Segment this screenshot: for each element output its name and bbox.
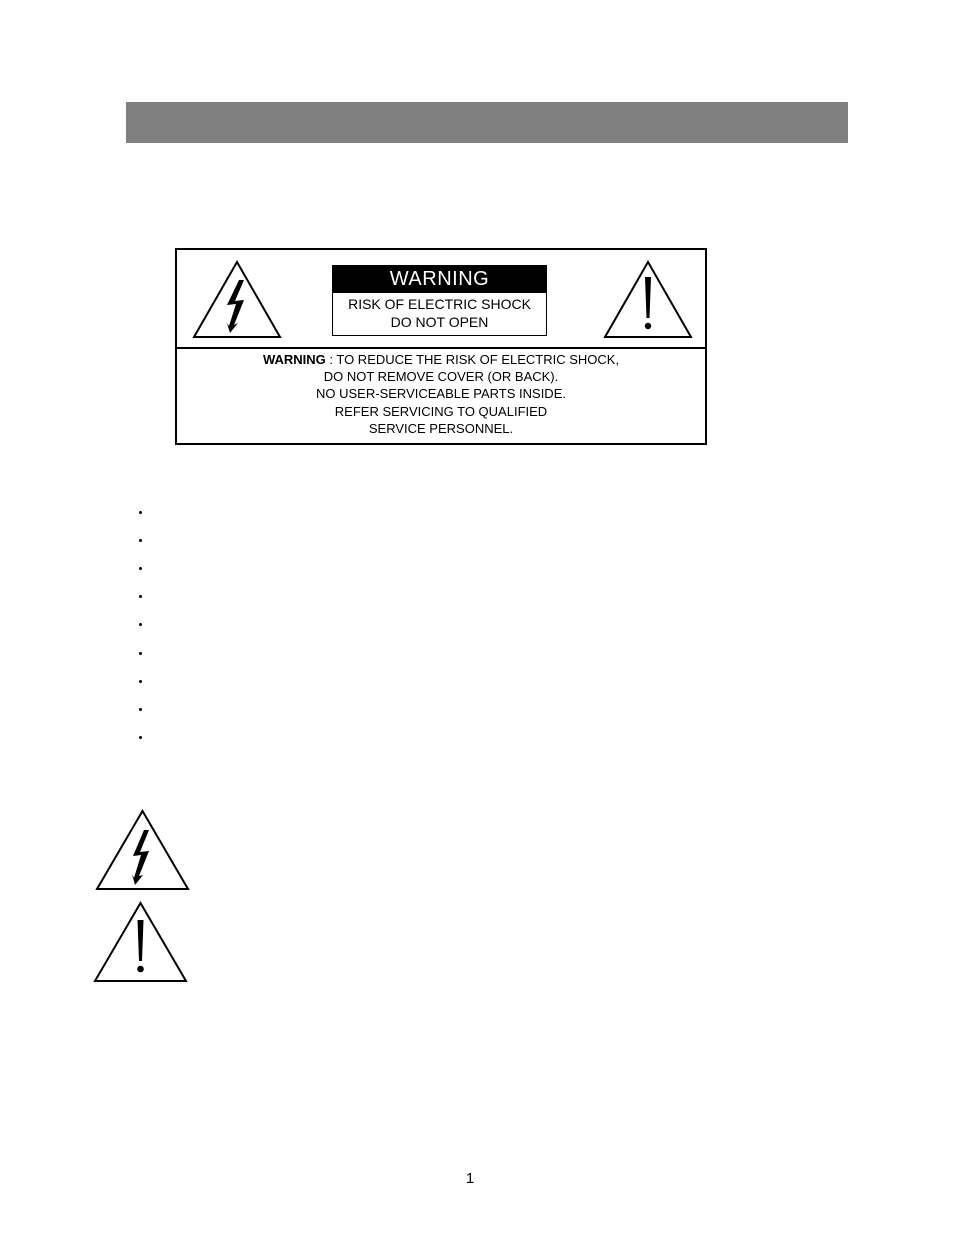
- bullet-dot-icon: [139, 736, 142, 739]
- list-item: [139, 554, 142, 582]
- warning-label-title: WARNING: [333, 266, 546, 293]
- bullet-dot-icon: [139, 680, 142, 683]
- bullet-dot-icon: [139, 708, 142, 711]
- warning-notice-line-1: [177, 351, 705, 368]
- exclamation-warning-icon: [602, 260, 694, 340]
- warning-label-box: [175, 248, 707, 445]
- warning-notice-line-2: DO NOT REMOVE COVER (OR BACK).: [323, 369, 559, 385]
- lightning-warning-icon: [191, 260, 283, 340]
- bullet-dot-icon: [139, 652, 142, 655]
- warning-notice-line-4: REFER SERVICING TO QUALIFIED: [334, 403, 548, 419]
- bullet-dot-icon: [139, 511, 142, 514]
- bullet-dot-icon: [139, 623, 142, 626]
- list-item: [139, 724, 142, 752]
- lightning-warning-icon: [95, 808, 190, 892]
- bullet-dot-icon: [139, 595, 142, 598]
- warning-notice: [177, 351, 705, 437]
- warning-notice-line-5: SERVICE PERSONNEL.: [368, 420, 514, 436]
- warning-notice-line-1-text: : TO REDUCE THE RISK OF ELECTRIC SHOCK,: [325, 352, 620, 367]
- list-item: [139, 695, 142, 723]
- bullet-dot-icon: [139, 539, 142, 542]
- list-item: [139, 583, 142, 611]
- warning-notice-lead: WARNING: [262, 352, 326, 367]
- bullet-list: [139, 498, 142, 752]
- page-number: 1: [465, 1170, 475, 1187]
- warning-label-panel: [332, 265, 547, 336]
- list-item: [139, 498, 142, 526]
- list-item: [139, 667, 142, 695]
- warning-label-top: [177, 250, 705, 349]
- warning-label-line-1: RISK OF ELECTRIC SHOCK: [348, 296, 531, 312]
- list-item: [139, 526, 142, 554]
- exclamation-warning-icon: [93, 900, 188, 984]
- warning-label-line-2: DO NOT OPEN: [390, 314, 489, 330]
- list-item: [139, 639, 142, 667]
- list-item: [139, 611, 142, 639]
- warning-notice-line-3: NO USER-SERVICEABLE PARTS INSIDE.: [316, 386, 566, 402]
- section-header-bar: [126, 102, 848, 143]
- bullet-dot-icon: [139, 567, 142, 570]
